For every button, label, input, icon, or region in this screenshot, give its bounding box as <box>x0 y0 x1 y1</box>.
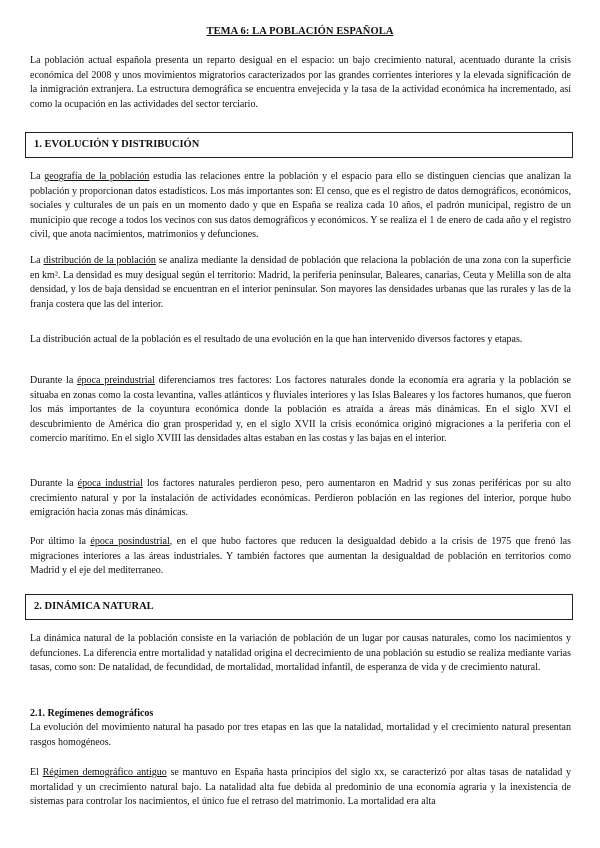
paragraph: La evolución del movimiento natural ha pasado por tres etapas en las que la natalidad, mortalidad y el crecimiento natural presentan rasgos homogéneos. <box>30 722 571 748</box>
paragraph: La geografía de la población estudia las relaciones entre la población y el espacio para ello se distinguen ciencias que analizan la población y proporcionan datos estadísticos. Los más importantes son: El censo, que es el registro de datos demográficos, económicos, sociales y culturales de un país en un momento dado y que en España se realiza cada 10 años, el padrón municipal, registro de un municipio que recoge a todos los vecinos con sus datos demográficos y económicos. Y se realiza el 1 de enero de cada año y el registro civil, que anota nacimientos, matrimonios y defunciones. <box>30 171 572 241</box>
intro-paragraph: La población actual española presenta un reparto desigual en el espacio: un bajo crecimiento natural, acentuado durante la crisis económica del 2008 y unos movimientos migratorios caracterizados por las grandes corrientes interiores y la elevada significación de la inmigración extranjera. La estructura demográfica se encuentra envejecida y la tasa de la actividad económica ha incrementado, así como la ocupación en las actividades del sector terciario. <box>30 55 571 110</box>
paragraph: La dinámica natural de la población consiste en la variación de población de un lugar por causas naturales, como los nacimientos y defunciones. La diferencia entre mortalidad y natalidad origina el decrecimiento de una población su estudio se realiza mediante varias tasas, como son: De natalidad, de fecundidad, de mortalidad, mortalidad infantil, de esperanza de vida y de crecimiento natural. <box>30 633 571 674</box>
underlined-term: época preindustrial <box>77 375 155 386</box>
section-heading-box <box>25 132 573 158</box>
subsection-heading: 2.1. Regímenes demográficos <box>30 708 154 719</box>
underlined-term: geografía de la población <box>44 171 150 182</box>
paragraph: Por último la época posindustrial, en el que hubo factores que reducen la desigualdad debido a la crisis de 1975 que frenó las migraciones interiores a las áreas industriales. Y también factores que aumentan la desigualdad de población en territorios como Madrid y el eje del mediterraneo. <box>30 536 571 577</box>
underlined-term: época industrial <box>77 478 143 489</box>
underlined-term: Régimen demográfico antiguo <box>42 767 167 778</box>
paragraph: Durante la época industrial los factores naturales perdieron peso, pero aumentaron en Madrid y sus zonas periféricas por su alto crecimiento natural y por la instalación de actividades económicas. Perdieron población en las regiones del interior, porque hubo emigración hacia zonas más dinámicas. <box>30 478 571 519</box>
paragraph: La distribución de la población se analiza mediante la densidad de población que relaciona la población de una zona con la superficie en km². La densidad es muy desigual según el territorio: Madrid, la periferia peninsular, Baleares, canarias, Ceuta y Melilla son de alta densidad, y los de baja densidad se encuentran en el interior peninsular. Son mayores las densidades urbanas que las rurales y las de la franja costera que las del interior. <box>30 255 571 310</box>
paragraph: Durante la época preindustrial diferenciamos tres factores: Los factores naturales donde la economía era agraria y la población se situaba en zonas como la costa levantina, valles atlánticos y fluviales interiores y las Islas Baleares y los factores humanos, que fueron los más importantes de la coyuntura económica donde la población es atraída a áreas más dinámicas. En el siglo XVI el descubrimiento de América dio gran prosperidad y, en el siglo XVII la crisis económica originó migraciones a la periferia con el comercio marítimo. En el siglo XVIII las densidades altas estaban en las costas y las bajas en el interior. <box>30 375 571 445</box>
paragraph: La distribución actual de la población es el resultado de una evolución en la que han intervenido diversos factores y etapas. <box>30 334 523 345</box>
page-title: TEMA 6: LA POBLACIÓN ESPAÑOLA <box>206 26 394 37</box>
underlined-term: época posindustrial <box>90 536 170 547</box>
underlined-term: distribución de la población <box>43 255 156 266</box>
section-heading: 1. EVOLUCIÓN Y DISTRIBUCIÓN <box>34 139 200 150</box>
section-heading: 2. DINÁMICA NATURAL <box>34 601 154 612</box>
paragraph: El Régimen demográfico antiguo se mantuvo en España hasta principios del siglo xx, se caracterizó por altas tasas de natalidad y mortalidad y un crecimiento natural bajo. La natalidad alta fue debida al predominio de una economía agraria y la inexistencia de sistemas para controlar los nacimientos, el único fue el retraso del matrimonio. La mortalidad era alta <box>30 767 571 808</box>
section-heading-box <box>25 594 573 620</box>
